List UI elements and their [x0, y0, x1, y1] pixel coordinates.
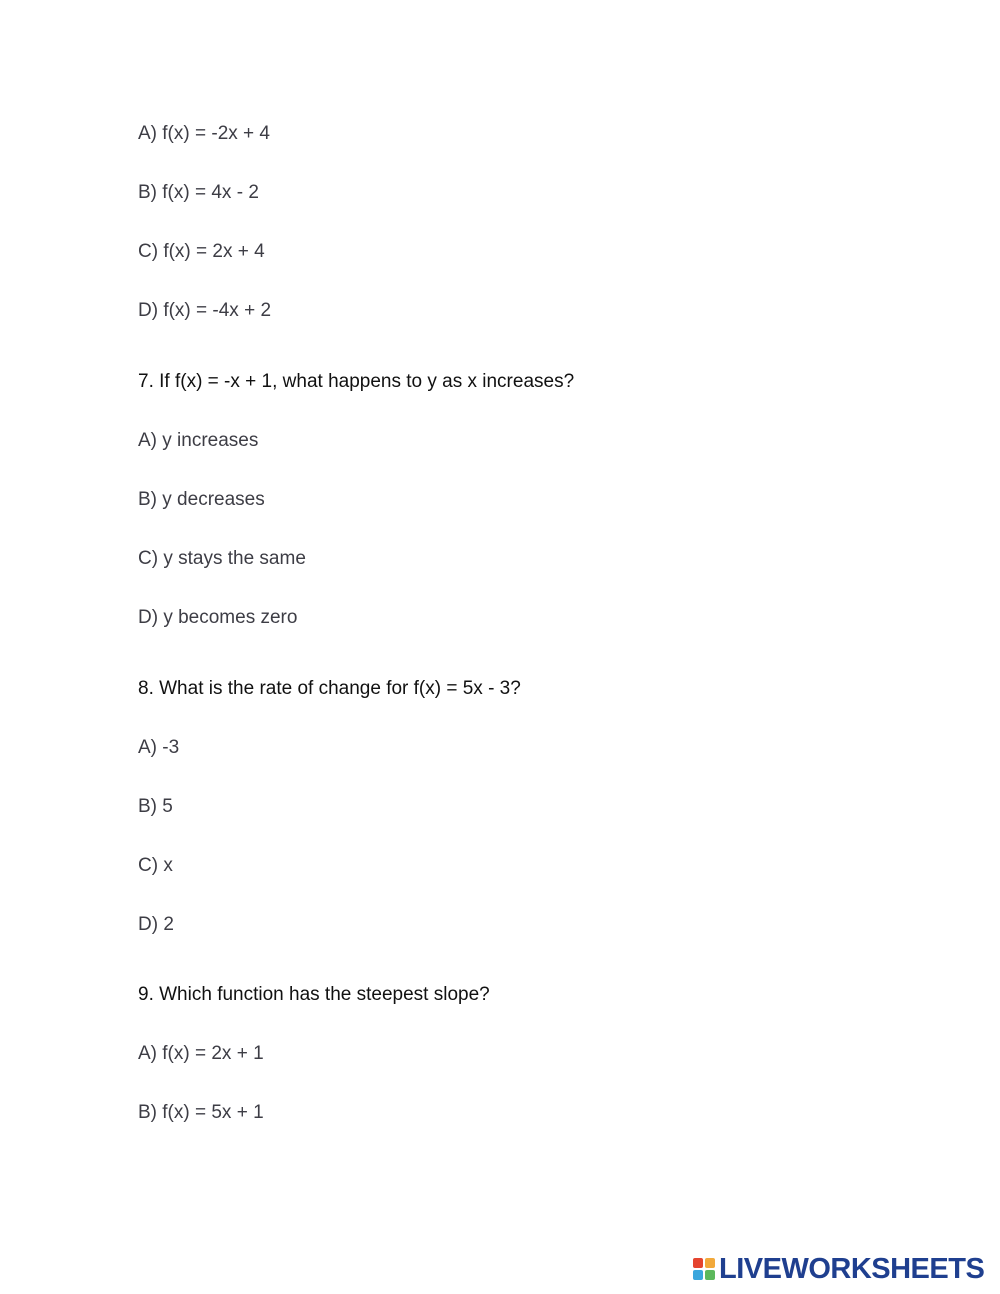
q9-option-a: A) f(x) = 2x + 1: [138, 1043, 264, 1064]
logo-tile-3: [693, 1270, 703, 1280]
logo-tile-2: [705, 1258, 715, 1268]
q8-option-a: A) -3: [138, 737, 180, 758]
logo-tile-1: [693, 1258, 703, 1268]
liveworksheets-logo: [693, 1252, 984, 1286]
q7-option-b: B) y decreases: [138, 489, 265, 510]
q8-option-d: D) 2: [138, 914, 174, 935]
q6-option-d: D) f(x) = -4x + 2: [138, 300, 272, 321]
liveworksheets-logo-icon: [693, 1258, 715, 1280]
q8-option-b: B) 5: [138, 796, 173, 817]
q7-option-d: D) y becomes zero: [138, 607, 298, 628]
q6-option-a: A) f(x) = -2x + 4: [138, 123, 270, 144]
q9-question: 9. Which function has the steepest slope?: [138, 984, 490, 1005]
q7-question: 7. If f(x) = -x + 1, what happens to y as x increases?: [138, 371, 575, 392]
logo-tile-4: [705, 1270, 715, 1280]
q9-option-b: B) f(x) = 5x + 1: [138, 1102, 264, 1123]
q8-option-c: C) x: [138, 855, 173, 876]
q7-option-a: A) y increases: [138, 430, 259, 451]
q6-option-b: B) f(x) = 4x - 2: [138, 182, 259, 203]
q7-option-c: C) y stays the same: [138, 548, 306, 569]
q6-option-c: C) f(x) = 2x + 4: [138, 241, 265, 262]
logo-wordmark: LIVEWORKSHEETS: [719, 1253, 985, 1285]
q8-question: 8. What is the rate of change for f(x) = 5x - 3?: [138, 678, 521, 699]
